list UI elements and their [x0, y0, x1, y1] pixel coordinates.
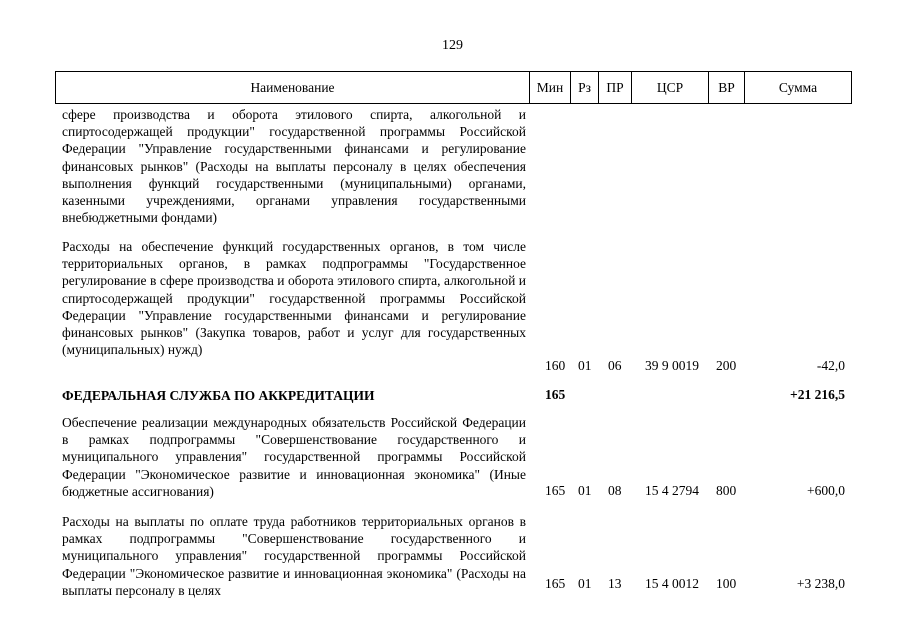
row-name: сфере производства и оборота этилового спирта, алкогольной и спиртосодержащей продукции" государственной программы Российской Федерации "Управление государственными финансами и регулирование финансовых рынков" (Расходы на выплаты персоналу в целях обеспечения выполнения функций государственными (муниципальными) органами, казенными учреждениями, органами управления государственными внебюджетными фондами) [62, 107, 526, 226]
row-rz: 01 [578, 483, 592, 498]
row-min: 165 [545, 576, 566, 591]
row-min: 165 [545, 387, 566, 402]
header-min: Мин [529, 71, 571, 104]
header-sum: Сумма [744, 71, 852, 104]
row-name: Расходы на выплаты по оплате труда работников территориальных органов в рамках подпрограммы "Совершенствование государственного и муниципального управления" государственной программы Российской Федерации "Экономическое развитие и инновационная экономика" (Расходы на выплаты персоналу в целях [62, 514, 526, 598]
row-sum: -42,0 [816, 358, 845, 373]
row-vr: 800 [716, 483, 737, 498]
row-name: ФЕДЕРАЛЬНАЯ СЛУЖБА ПО АККРЕДИТАЦИИ [62, 388, 375, 403]
header-vr: ВР [708, 71, 745, 104]
row-pr: 08 [608, 483, 622, 498]
row-csr: 15 4 2794 [645, 483, 699, 498]
row-rz: 01 [578, 358, 592, 373]
header-pr: ПР [598, 71, 632, 104]
header-name: Наименование [55, 71, 530, 104]
header-csr: ЦСР [631, 71, 709, 104]
row-csr: 39 9 0019 [645, 358, 699, 373]
row-sum: +600,0 [807, 483, 845, 498]
row-vr: 100 [716, 576, 737, 591]
page-number: 129 [442, 38, 463, 53]
row-sum: +21 216,5 [790, 387, 845, 402]
header-rz: Рз [570, 71, 599, 104]
row-pr: 06 [608, 358, 622, 373]
row-csr: 15 4 0012 [645, 576, 699, 591]
row-vr: 200 [716, 358, 737, 373]
row-sum: +3 238,0 [796, 576, 845, 591]
row-rz: 01 [578, 576, 592, 591]
row-name: Обеспечение реализации международных обязательств Российской Федерации в рамках подпрограммы "Совершенствование государственного и муниципального управления" государственной программы Российской Федерации "Экономическое развитие и инновационная экономика" (Иные бюджетные ассигнования) [62, 415, 526, 499]
row-min: 160 [545, 358, 566, 373]
row-min: 165 [545, 483, 566, 498]
row-pr: 13 [608, 576, 622, 591]
row-name: Расходы на обеспечение функций государственных органов, в том числе территориальных органов, в рамках подпрограммы "Государственное регулирование в сфере производства и оборота этилового спирта, алкогольной и спиртосодержащей продукции" государственной программы Российской Федерации "Управление государственными финансами и регулирование финансовых рынков" (Закупка товаров, работ и услуг для государственных (муниципальных) нужд) [62, 239, 526, 358]
